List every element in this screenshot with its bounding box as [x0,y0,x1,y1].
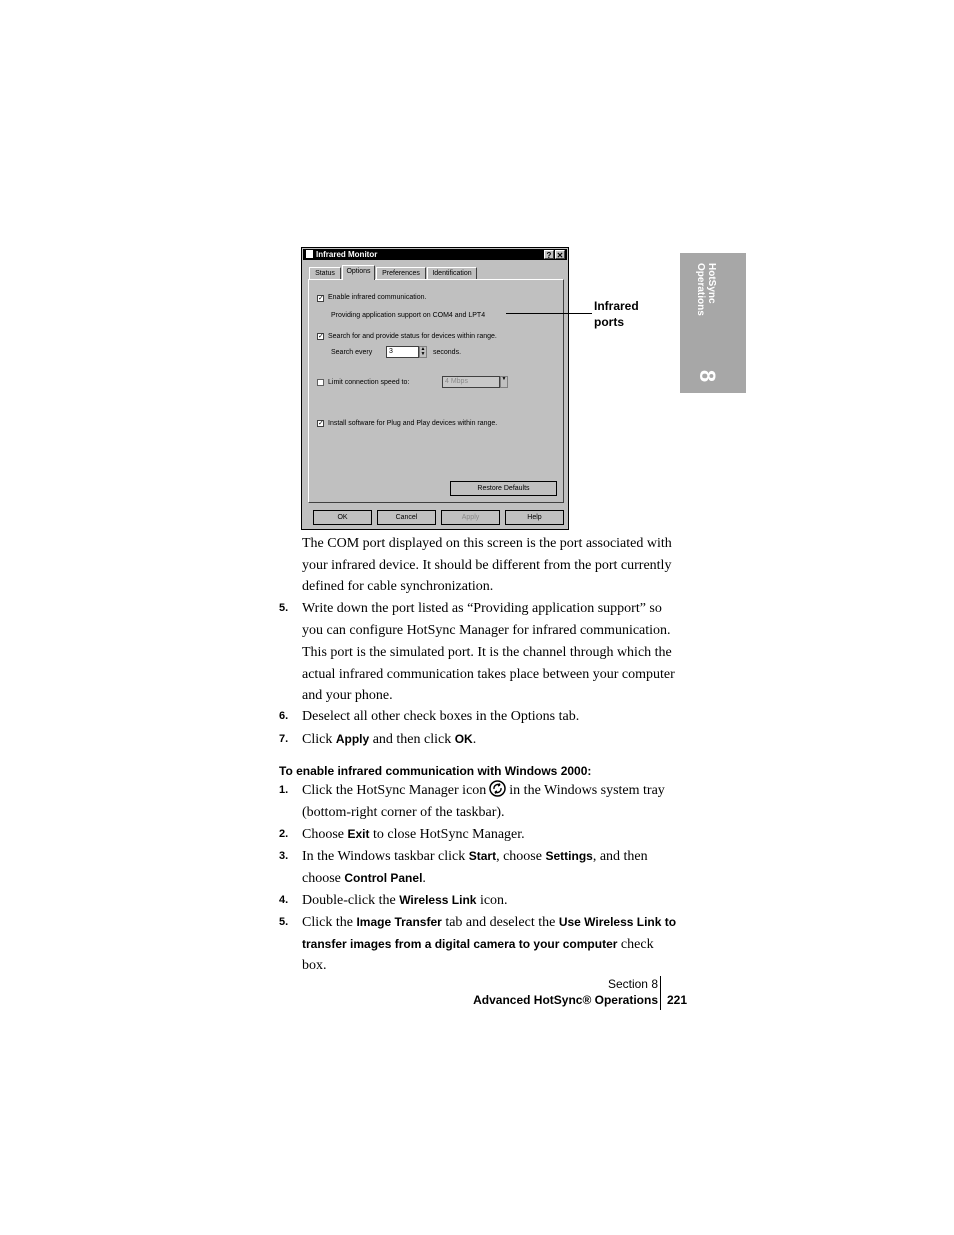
limit-speed-checkbox[interactable] [317,379,324,386]
step-number: 3. [279,850,289,862]
ok-button[interactable]: OK [313,510,372,525]
callout-line1: Infrared [594,299,639,313]
tab-preferences[interactable]: Preferences [376,267,426,279]
callout-line2: ports [594,315,624,329]
side-tab-line1: HotSync [706,263,717,304]
speed-select[interactable]: 4 Mbps [442,376,500,388]
search-interval-spinner[interactable]: ▲ ▼ [420,346,426,357]
win-step5-text: Click the Image Transfer tab and deselect the Use Wireless Link to transfer images from a digital camera to your computer check box. [302,915,677,973]
step-number: 5. [279,602,289,614]
step-number: 5. [279,916,289,928]
search-every-label: Search every [331,349,373,356]
side-tab-line2: Operations [695,263,706,316]
win-step4-text: Double-click the Wireless Link icon. [302,893,508,908]
restore-defaults-button[interactable]: Restore Defaults [450,481,557,496]
step6-text: Deselect all other check boxes in the Options tab. [302,709,580,724]
help-title-button[interactable]: ? [544,250,554,259]
search-interval-input[interactable]: 3 [386,346,419,358]
dialog-title: Infrared Monitor [316,250,378,259]
simulated-port-paragraph: This port is the simulated port. It is the channel through which the actual infrared communication takes place between your computer and your phone. [302,645,675,703]
seconds-label: seconds. [433,349,462,356]
cancel-button[interactable]: Cancel [377,510,436,525]
footer-title: Advanced HotSync® Operations [473,993,658,1007]
footer-section: Section 8 [607,977,658,991]
apply-button[interactable]: Apply [441,510,500,525]
procedure-heading: To enable infrared communication with Windows 2000: [279,764,592,778]
search-devices-checkbox[interactable]: ✓ [318,333,324,340]
infrared-ports-callout [594,298,639,330]
step-number: 4. [279,894,289,906]
help-button[interactable]: Help [505,510,564,525]
step-number: 6. [279,710,289,722]
tab-identification[interactable]: Identification [427,267,477,279]
win-step1-text: Click the HotSync Manager icon in the Windows system tray (bottom-right corner of the taskbar). [302,780,680,823]
dialog-titlebar [303,249,567,260]
step-number: 7. [279,733,289,745]
page-number: 221 [667,993,688,1007]
tab-options[interactable]: Options [342,265,375,280]
close-icon[interactable]: ✕ [556,251,564,260]
step-number: 1. [279,784,289,796]
chevron-down-icon[interactable]: ▼ [500,376,508,388]
side-tab-label [692,263,732,333]
tab-status[interactable]: Status [309,267,341,279]
limit-speed-label: Limit connection speed to: [328,379,410,386]
hotsync-icon [489,780,506,797]
plug-and-play-label: Install software for Plug and Play devices within range. [328,420,498,427]
step7-text: Click Apply and then click OK. [302,732,477,747]
enable-infrared-checkbox[interactable]: ✓ [318,295,324,302]
step-number: 2. [279,828,289,840]
callout-line [506,313,592,314]
infrared-monitor-dialog [301,247,569,530]
footer-divider [660,976,661,1010]
side-tab-number: 8 [695,369,721,383]
com-port-paragraph: The COM port displayed on this screen is the port associated with your infrared device. It should be different from the port currently defined for cable synchronization. [302,536,672,594]
section-side-tab [680,253,746,393]
step5-text: Write down the port listed as “Providing application support” so you can configure HotSync Manager for infrared communication. [302,601,671,638]
plug-and-play-checkbox[interactable]: ✓ [318,420,324,427]
search-devices-label: Search for and provide status for devices within range. [328,333,497,340]
enable-infrared-label: Enable infrared communication. [328,294,427,301]
app-icon [306,250,313,258]
providing-support-label: Providing application support on COM4 and LPT4 [331,312,486,319]
win-step3-text: In the Windows taskbar click Start, choose Settings, and then choose Control Panel. [302,849,648,886]
win-step2-text: Choose Exit to close HotSync Manager. [302,827,525,842]
